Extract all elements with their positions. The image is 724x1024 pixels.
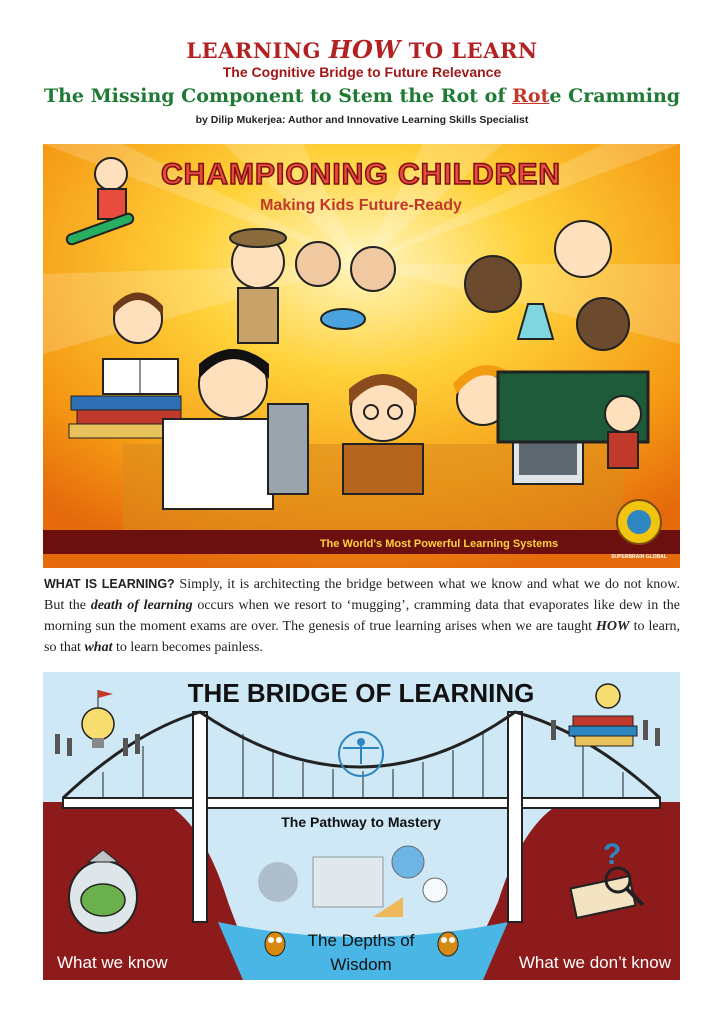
poster-subhead: Making Kids Future-Ready (260, 197, 462, 214)
page-title: LEARNING HOW TO LEARN (186, 35, 538, 64)
poster-badge-label: SUPERBRAIN GLOBAL (611, 554, 667, 560)
page-tagline: The Missing Component to Stem the Rot of Rote Cramming (43, 85, 681, 107)
championing-children-poster (43, 144, 680, 568)
left-tower (193, 712, 207, 922)
poster-headline: CHAMPIONING CHILDREN (161, 158, 561, 191)
what-we-know-label: What we know (57, 953, 168, 972)
header (0, 35, 724, 128)
owl-icon-left (265, 932, 285, 956)
bridge-deck (63, 798, 660, 808)
superbrain-globe-icon (617, 500, 661, 544)
pathway-label: The Pathway to Mastery (281, 814, 441, 830)
owl-icon-right (438, 932, 458, 956)
bridge-illustration (43, 672, 680, 980)
bridge-title: THE BRIDGE OF LEARNING (187, 678, 535, 708)
depths-label-line2: Wisdom (330, 955, 392, 974)
waving-boy-icon (605, 396, 641, 468)
what-we-dont-know-label: What we don’t know (518, 953, 671, 972)
body-paragraph: WHAT IS LEARNING? Simply, it is architecting the bridge between what we know and what we do not know. But the death of learning occurs when we resort to ‘mugging’, cramming data that evaporates like dew in the morning sun the moment exams are over. The genesis of true learning arises when we are taught HOW to learn, so that what to learn becomes painless. (44, 577, 680, 655)
poster-footer: The World's Most Powerful Learning Systems (319, 538, 559, 550)
page-subtitle: The Cognitive Bridge to Future Relevance (222, 64, 502, 80)
poster-illustration (43, 144, 680, 568)
depths-label-line1: The Depths of (307, 931, 415, 950)
right-tower (508, 712, 522, 922)
svg-text:?: ? (603, 838, 622, 871)
byline: by Dilip Mukerjea: Author and Innovative Learning Skills Specialist (195, 114, 529, 126)
bridge-of-learning-diagram (43, 672, 680, 980)
